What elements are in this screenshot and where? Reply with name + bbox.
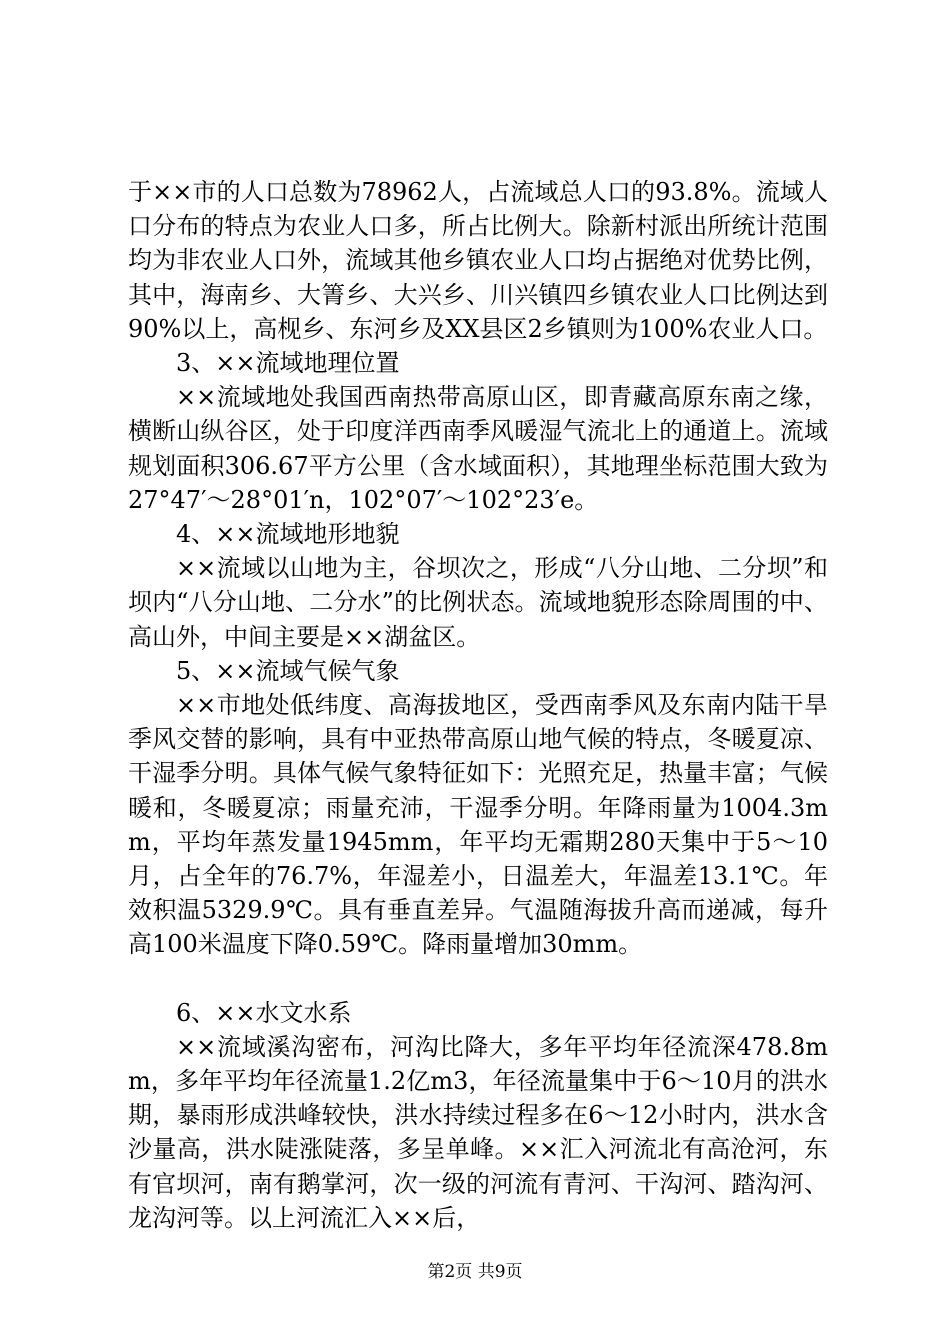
section-3-heading: 3、××流域地理位置	[176, 349, 400, 378]
section-4-heading: 4、××流域地形地貌	[176, 520, 400, 549]
section-3-body: ××流域地处我国西南热带高原山区，即青藏高原东南之缘，横断山纵谷区，处于印度洋西南季风暖湿气流北上的通道上。流域规划面积306.67平方公里（含水域面积），其地理坐标范围大致为27°47′～28°01′n，102°07′～102°23′e。	[128, 383, 828, 514]
population-paragraph: 于××市的人口总数为78962人，占流域总人口的93.8%。流域人口分布的特点为农业人口多，所占比例大。除新村派出所统计范围均为非农业人口外，流域其他乡镇农业人口均占据绝对优势比例，其中，海南乡、大箐乡、大兴乡、川兴镇四乡镇农业人口比例达到90%以上，高枧乡、东河乡及XX县区2乡镇则为100%农业人口。	[128, 178, 828, 343]
section-4-body: ××流域以山地为主，谷坝次之，形成“八分山地、二分坝”和坝内“八分山地、二分水”的比例状态。流域地貌形态除周围的中、高山外，中间主要是××湖盆区。	[128, 554, 828, 651]
section-6-body: ××流域溪沟密布，河沟比降大，多年平均年径流深478.8mm，多年平均年径流量1.2亿m3，年径流量集中于6～10月的洪水期，暴雨形成洪峰较快，洪水持续过程多在6～12小时内，洪水含沙量高，洪水陡涨陡落，多呈单峰。××汇入河流北有高沧河，东有官坝河，南有鹅掌河，次一级的河流有青河、干沟河、踏沟河、龙沟河等。以上河流汇入××后，	[128, 1032, 828, 1232]
document-body	[128, 175, 828, 1235]
section-6-heading: 6、××水文水系	[176, 998, 352, 1027]
section-5-body: ××市地处低纬度、高海拔地区，受西南季风及东南内陆干旱季风交替的影响，具有中亚热带高原山地气候的特点，冬暖夏凉、干湿季分明。具体气候气象特征如下：光照充足，热量丰富；气候暖和，冬暖夏凉；雨量充沛，干湿季分明。年降雨量为1004.3mm，平均年蒸发量1945mm，年平均无霜期280天集中于5～10月，占全年的76.7%，年湿差小，日温差大，年温差13.1℃。年效积温5329.9℃。具有垂直差异。气温随海拔升高而递减，每升高100米温度下降0.59℃。降雨量增加30mm。	[128, 691, 828, 959]
paragraph-spacer	[128, 962, 828, 996]
page-footer: 第2页 共9页	[427, 1262, 523, 1282]
section-5-heading: 5、××流域气候气象	[176, 656, 400, 685]
